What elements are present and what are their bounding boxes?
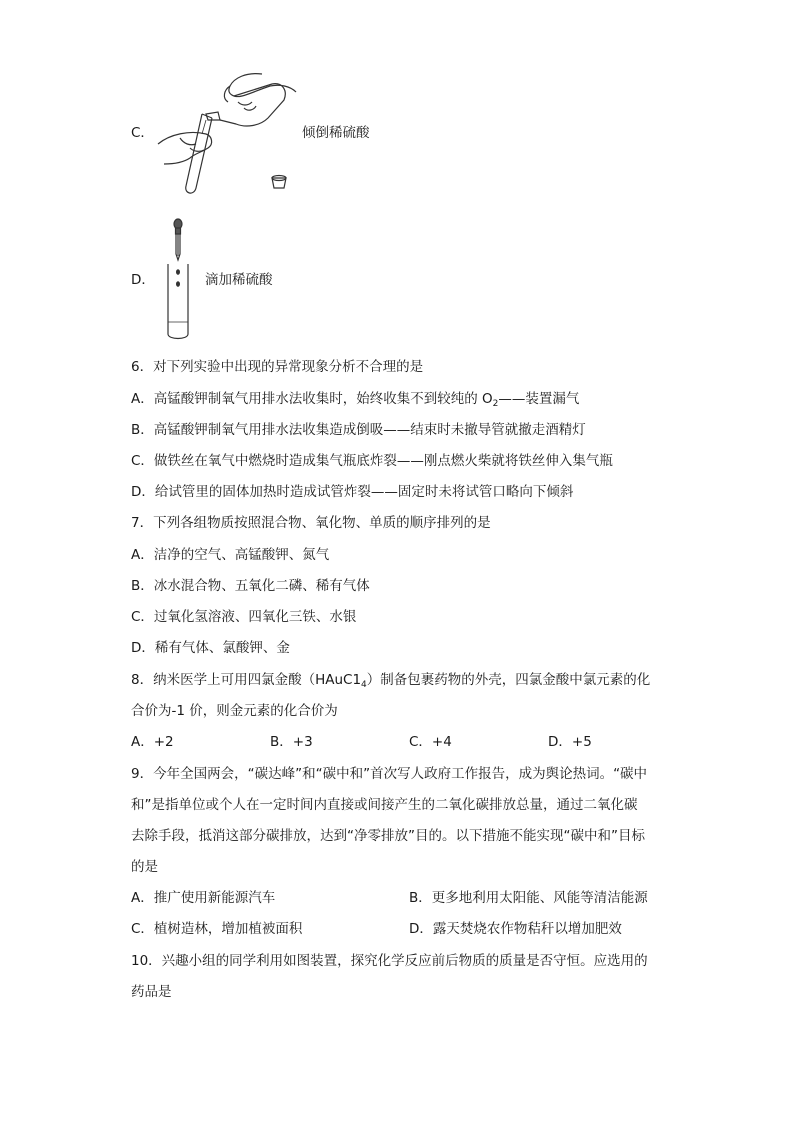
- option-c-caption: 倾倒稀硫酸: [302, 125, 370, 141]
- q8-stem-line1: [131, 671, 650, 691]
- q6-stem: 6．对下列实验中出现的异常现象分析不合理的是: [131, 359, 424, 375]
- q8-stem-line2: 合价为-1 价，则金元素的化合价为: [131, 703, 338, 719]
- q6-option-c: C．做铁丝在氧气中燃烧时造成集气瓶底炸裂——刚点燃火柴就将铁丝伸入集气瓶: [131, 453, 613, 469]
- pouring-acid-illustration: [150, 68, 300, 198]
- q8-option-c: C．+4: [409, 734, 452, 750]
- q9-stem-line3: 去除手段，抵消这部分碳排放，达到“净零排放”目的。以下措施不能实现“碳中和”目标: [131, 828, 645, 844]
- q9-stem-line2: 和”是指单位或个人在一定时间内直接或间接产生的二氧化碳排放总量，通过二氧化碳: [131, 797, 638, 813]
- q7-stem: 7．下列各组物质按照混合物、氧化物、单质的顺序排列的是: [131, 515, 491, 531]
- option-d-label: D．: [131, 272, 155, 288]
- option-d-caption: 滴加稀硫酸: [205, 272, 273, 288]
- q8-line1-subscript: 4: [361, 680, 367, 690]
- q8-option-a: A．+2: [131, 734, 174, 750]
- q6-option-a-subscript: 2: [492, 399, 499, 409]
- q6-option-a-tail: ——装置漏气: [498, 391, 580, 407]
- q8-line1-text: 8．纳米医学上可用四氯金酸（HAuC1: [131, 672, 362, 688]
- q7-option-a: A．洁净的空气、高锰酸钾、氮气: [131, 547, 330, 563]
- q6-option-b: B．高锰酸钾制氧气用排水法收集造成倒吸——结束时未撤导管就撤走酒精灯: [131, 422, 586, 438]
- q7-option-b: B．冰水混合物、五氧化二磷、稀有气体: [131, 578, 370, 594]
- q10-stem-line1: 10．兴趣小组的同学利用如图装置，探究化学反应前后物质的质量是否守恒。应选用的: [131, 953, 648, 969]
- q10-stem-line2: 药品是: [131, 984, 172, 1000]
- q9-stem-line4: 的是: [131, 859, 158, 875]
- option-c-label: C．: [131, 125, 154, 141]
- q8-line1-tail: ）制备包裹药物的外壳，四氯金酸中氯元素的化: [366, 672, 651, 688]
- q6-option-a-text: A．高锰酸钾制氧气用排水法收集时，始终收集不到较纯的 O: [131, 391, 493, 407]
- q7-option-d: D．稀有气体、氯酸钾、金: [131, 640, 290, 656]
- q9-option-a: A．推广使用新能源汽车: [131, 890, 276, 906]
- q6-option-a: [131, 390, 579, 410]
- dropping-acid-illustration: [160, 212, 200, 342]
- q6-option-d: D．给试管里的固体加热时造成试管炸裂——固定时未将试管口略向下倾斜: [131, 484, 574, 500]
- q8-option-b: B．+3: [270, 734, 313, 750]
- q8-option-d: D．+5: [548, 734, 592, 750]
- q9-stem-line1: 9．今年全国两会，“碳达峰”和“碳中和”首次写人政府工作报告，成为舆论热词。“碳中: [131, 766, 648, 782]
- q9-option-d: D．露天焚烧农作物秸秆以增加肥效: [409, 921, 622, 937]
- q9-option-c: C．植树造林，增加植被面积: [131, 921, 303, 937]
- q7-option-c: C．过氧化氢溶液、四氧化三铁、水银: [131, 609, 357, 625]
- q9-option-b: B．更多地利用太阳能、风能等清洁能源: [409, 890, 648, 906]
